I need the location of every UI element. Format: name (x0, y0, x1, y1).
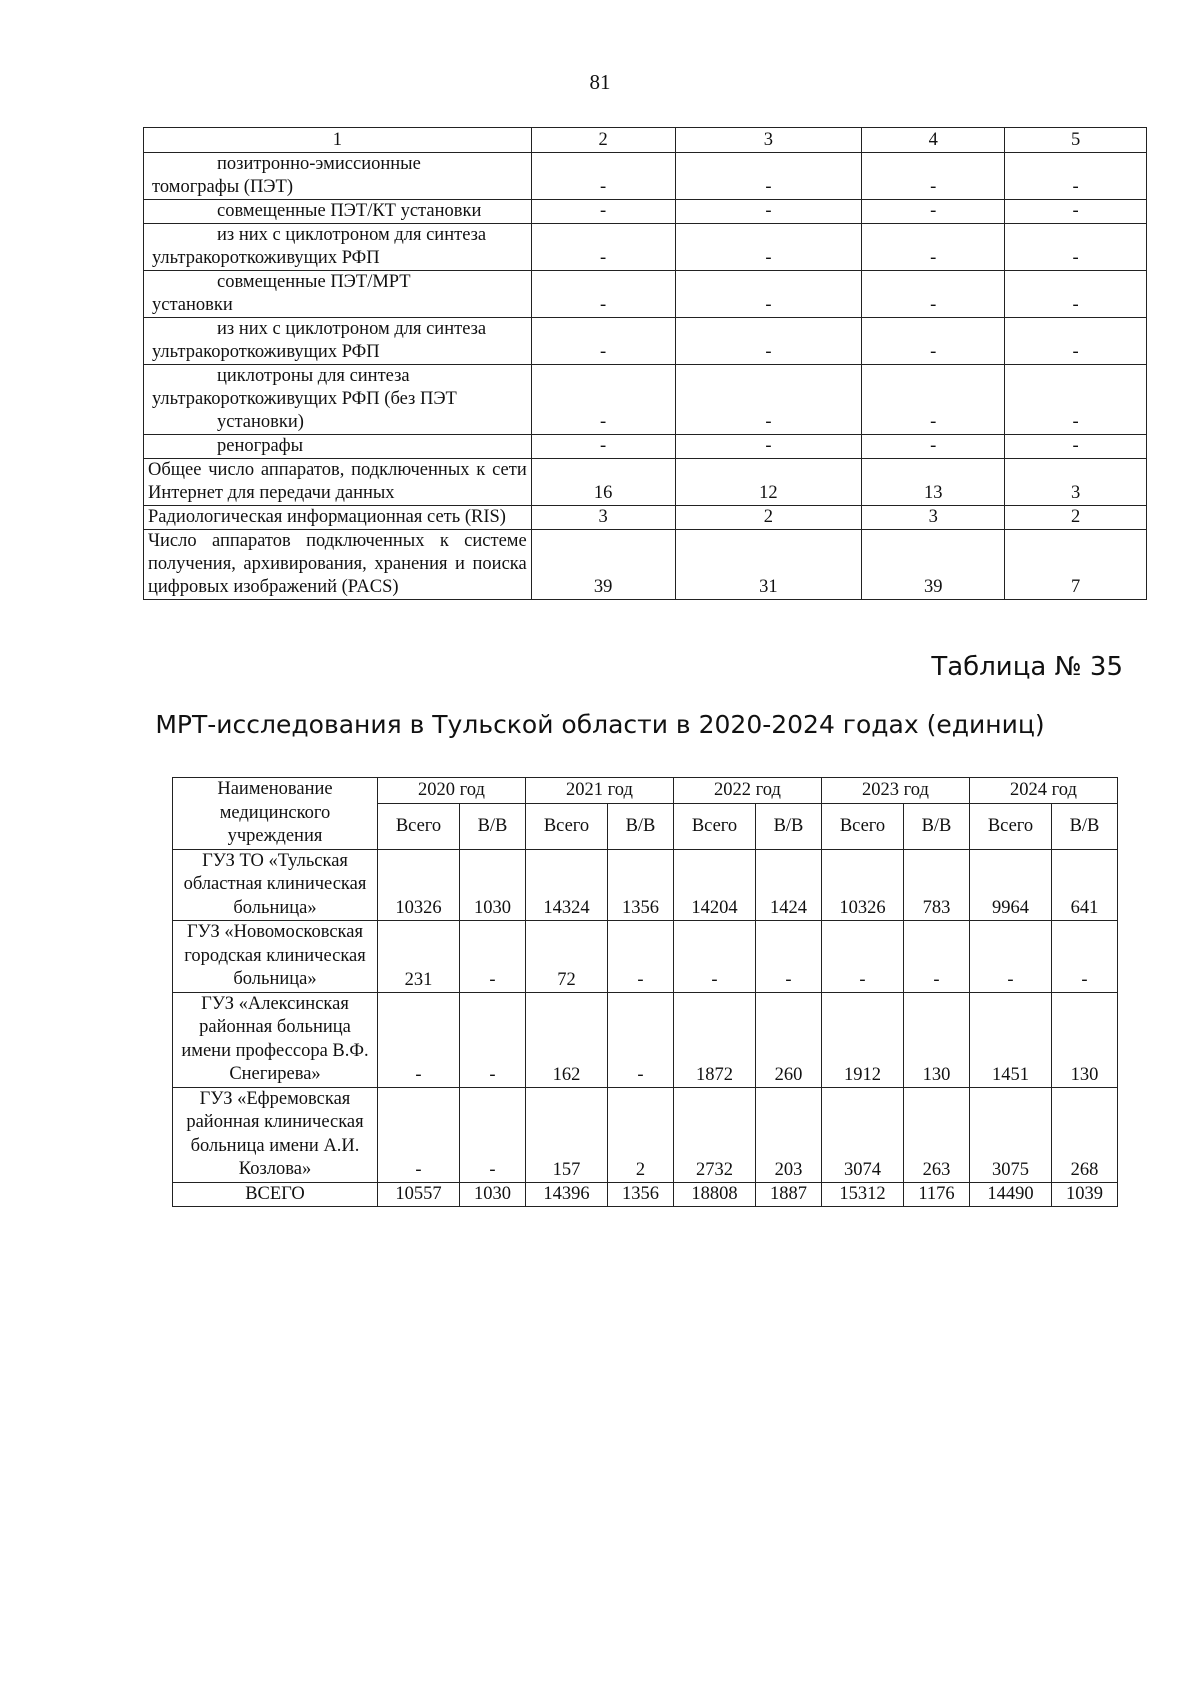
table-cell: 14396 (526, 1182, 608, 1207)
table-cell: 16 (531, 459, 675, 506)
table-cell: - (675, 318, 862, 365)
table-row (144, 530, 1147, 600)
table-cell: 130 (904, 992, 970, 1087)
table-cell: - (1005, 153, 1147, 200)
table-cell: - (608, 992, 674, 1087)
table-cell: 2 (608, 1087, 674, 1182)
table-cell: 1451 (970, 992, 1052, 1087)
table-cell: - (675, 271, 862, 318)
table-cell: 1887 (756, 1182, 822, 1207)
row-label: Число аппаратов подключенных к системе получения, архивирования, хранения и поиска цифровых изображений (PACS) (144, 530, 532, 600)
row-label: позитронно-эмиссионные томографы (ПЭТ) (144, 153, 532, 200)
table-total-row (173, 1182, 1118, 1207)
row-label: циклотроны для синтеза ультракороткоживущих РФП (без ПЭТ установки) (144, 365, 532, 435)
table-cell: 203 (756, 1087, 822, 1182)
table-cell: 14204 (674, 849, 756, 921)
table-cell: - (1005, 365, 1147, 435)
table-cell: 1176 (904, 1182, 970, 1207)
table-cell: 7 (1005, 530, 1147, 600)
table-cell: 162 (526, 992, 608, 1087)
table-cell: 12 (675, 459, 862, 506)
table-cell: 130 (1052, 992, 1118, 1087)
table-cell: - (531, 153, 675, 200)
page-number: 81 (589, 70, 611, 94)
table-cell: - (904, 921, 970, 993)
table-cell: - (1052, 921, 1118, 993)
table-row (144, 435, 1147, 459)
table-cell: - (608, 921, 674, 993)
table-cell: - (675, 365, 862, 435)
table-row (173, 849, 1118, 921)
table-cell: 783 (904, 849, 970, 921)
column-header: 2 (531, 128, 675, 153)
year-header: 2022 год (674, 778, 822, 804)
table-cell: - (460, 992, 526, 1087)
row-label: из них с циклотроном для синтеза ультракороткоживущих РФП (144, 224, 532, 271)
table-cell: - (1005, 435, 1147, 459)
table-cell: 1356 (608, 849, 674, 921)
table-cell: 10557 (378, 1182, 460, 1207)
table-cell: 1039 (1052, 1182, 1118, 1207)
sub-header-iv: В/В (608, 803, 674, 849)
table-cell: - (531, 200, 675, 224)
table-cell: - (862, 200, 1005, 224)
table-cell: 263 (904, 1087, 970, 1182)
table-cell: - (1005, 224, 1147, 271)
row-label: из них с циклотроном для синтеза ультракороткоживущих РФП (144, 318, 532, 365)
table-cell: 1424 (756, 849, 822, 921)
table-cell: 14490 (970, 1182, 1052, 1207)
table-cell: 72 (526, 921, 608, 993)
mri-table (172, 777, 1118, 1207)
year-header: 2020 год (378, 778, 526, 804)
column-header: 1 (144, 128, 532, 153)
table-cell: 10326 (822, 849, 904, 921)
table-cell: 15312 (822, 1182, 904, 1207)
table-row (144, 271, 1147, 318)
sub-header-total: Всего (526, 803, 608, 849)
table-cell: - (862, 224, 1005, 271)
table-cell: 10326 (378, 849, 460, 921)
table-cell: 157 (526, 1087, 608, 1182)
sub-header-total: Всего (970, 803, 1052, 849)
sub-header-iv: В/В (1052, 803, 1118, 849)
table-cell: - (970, 921, 1052, 993)
sub-header-iv: В/В (904, 803, 970, 849)
row-label: Общее число аппаратов, подключенных к сети Интернет для передачи данных (144, 459, 532, 506)
institution-name: ГУЗ «Ефремовская районная клиническая больница имени А.И. Козлова» (173, 1087, 378, 1182)
table-cell: - (1005, 200, 1147, 224)
table-row (173, 1087, 1118, 1182)
table-cell: - (862, 365, 1005, 435)
table-cell: 13 (862, 459, 1005, 506)
table-cell: 3 (531, 506, 675, 530)
column-header: 5 (1005, 128, 1147, 153)
equipment-table (143, 127, 1147, 600)
table-cell: 3 (1005, 459, 1147, 506)
table-cell: 14324 (526, 849, 608, 921)
column-header: 4 (862, 128, 1005, 153)
table-cell: 231 (378, 921, 460, 993)
table-cell: - (675, 224, 862, 271)
institution-name: ГУЗ ТО «Тульская областная клиническая больница» (173, 849, 378, 921)
table-cell: 2 (1005, 506, 1147, 530)
table-cell: 9964 (970, 849, 1052, 921)
sub-header-total: Всего (674, 803, 756, 849)
table-cell: 2732 (674, 1087, 756, 1182)
table-cell: 1872 (674, 992, 756, 1087)
sub-header-iv: В/В (756, 803, 822, 849)
table-cell: - (460, 921, 526, 993)
table-cell: 1356 (608, 1182, 674, 1207)
year-header: 2024 год (970, 778, 1118, 804)
table-row (144, 224, 1147, 271)
table-cell: - (378, 992, 460, 1087)
table-cell: 1030 (460, 1182, 526, 1207)
table-cell: - (378, 1087, 460, 1182)
table-row (144, 506, 1147, 530)
year-header: 2021 год (526, 778, 674, 804)
table-cell: 2 (675, 506, 862, 530)
row-label: совмещенные ПЭТ/КТ установки (144, 200, 532, 224)
table-cell: 39 (862, 530, 1005, 600)
name-header: Наименование медицинского учреждения (173, 778, 378, 850)
table-cell: - (862, 271, 1005, 318)
table-cell: - (862, 318, 1005, 365)
table-row (144, 365, 1147, 435)
table-row (173, 921, 1118, 993)
table-header-row (173, 778, 1118, 804)
table-cell: - (531, 365, 675, 435)
table-cell: - (531, 224, 675, 271)
table-cell: 1030 (460, 849, 526, 921)
table-cell: 18808 (674, 1182, 756, 1207)
institution-name: ГУЗ «Алексинская районная больница имени профессора В.Ф. Снегирева» (173, 992, 378, 1087)
table-row (173, 992, 1118, 1087)
total-label: ВСЕГО (173, 1182, 378, 1207)
table-cell: 641 (1052, 849, 1118, 921)
table-cell: 260 (756, 992, 822, 1087)
table-cell: 3 (862, 506, 1005, 530)
table-cell: - (756, 921, 822, 993)
row-label: Радиологическая информационная сеть (RIS) (144, 506, 532, 530)
table-title: МРТ-исследования в Тульской области в 2020-2024 годах (единиц) (155, 710, 1045, 739)
table-header-row (144, 128, 1147, 153)
sub-header-total: Всего (378, 803, 460, 849)
table-cell: 268 (1052, 1087, 1118, 1182)
table-cell: - (862, 435, 1005, 459)
table-number: Таблица № 35 (931, 652, 1123, 682)
table-cell: 3074 (822, 1087, 904, 1182)
table-cell: - (675, 200, 862, 224)
table-cell: 3075 (970, 1087, 1052, 1182)
table-cell: - (862, 153, 1005, 200)
table-cell: - (531, 318, 675, 365)
sub-header-iv: В/В (460, 803, 526, 849)
table-cell: 31 (675, 530, 862, 600)
table-cell: - (675, 435, 862, 459)
sub-header-total: Всего (822, 803, 904, 849)
table-row (144, 318, 1147, 365)
table-row (144, 200, 1147, 224)
table-row (144, 459, 1147, 506)
table-cell: 39 (531, 530, 675, 600)
table-cell: - (822, 921, 904, 993)
row-label: ренографы (144, 435, 532, 459)
institution-name: ГУЗ «Новомосковская городская клиническая больница» (173, 921, 378, 993)
table-cell: - (460, 1087, 526, 1182)
row-label: совмещенные ПЭТ/МРТ установки (144, 271, 532, 318)
table-row (144, 153, 1147, 200)
table-cell: - (1005, 318, 1147, 365)
table-cell: - (674, 921, 756, 993)
table-cell: - (531, 435, 675, 459)
table-cell: - (531, 271, 675, 318)
column-header: 3 (675, 128, 862, 153)
year-header: 2023 год (822, 778, 970, 804)
table-cell: 1912 (822, 992, 904, 1087)
table-cell: - (675, 153, 862, 200)
table-cell: - (1005, 271, 1147, 318)
